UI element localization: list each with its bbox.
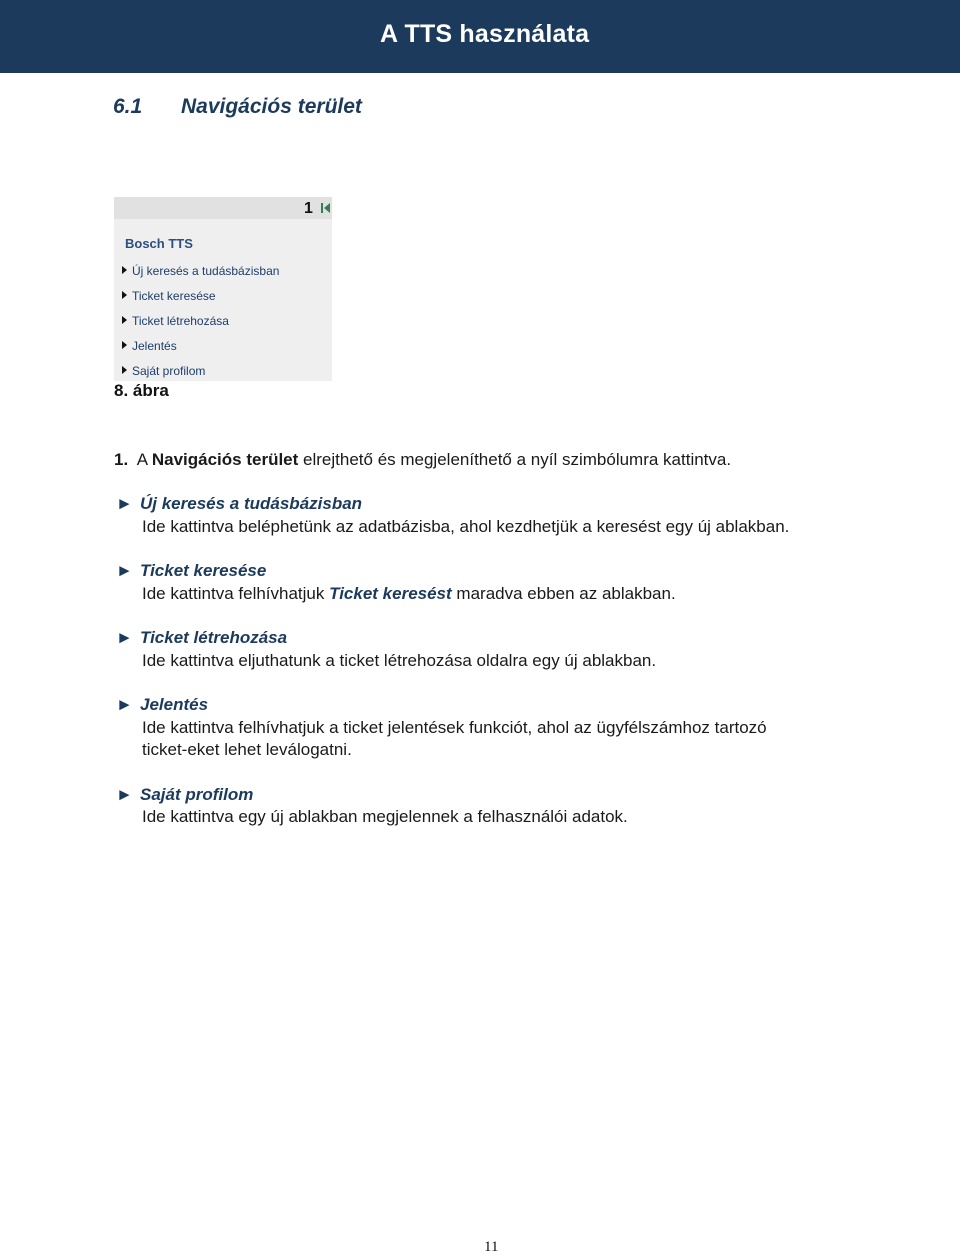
nav-item-label: Új keresés a tudásbázisban — [132, 264, 280, 278]
page-number: 11 — [484, 1239, 499, 1255]
item-desc-ticket-search — [142, 583, 676, 605]
nav-item-label: Jelentés — [132, 339, 177, 353]
nav-item-ticket-search[interactable] — [122, 289, 279, 314]
nav-item-new-search[interactable] — [122, 264, 279, 289]
desc-emphasis: Ticket keresést — [329, 584, 452, 603]
document-title: A TTS használata — [380, 20, 590, 48]
item-title-reports: Jelentés — [140, 695, 209, 714]
figure-marker: 1 — [304, 200, 313, 217]
note-pre: A — [136, 450, 148, 469]
collapse-arrow-icon[interactable] — [321, 203, 330, 213]
nav-item-reports[interactable] — [122, 339, 279, 364]
item-title-ticket-create: Ticket létrehozása — [140, 628, 288, 647]
brand-label: Bosch TTS — [125, 236, 193, 251]
nav-item-label: Saját profilom — [132, 364, 206, 378]
navigation-menu — [122, 264, 279, 389]
bullet-arrow-icon: ► — [116, 695, 133, 714]
note-paragraph — [114, 449, 731, 471]
bullet-arrow-icon: ► — [116, 561, 133, 580]
note-post: elrejthető és megjeleníthető a nyíl szimbólumra kattintva. — [303, 450, 732, 469]
desc-pre: Ide kattintva felhívhatjuk — [142, 584, 325, 603]
item-desc-profile: Ide kattintva egy új ablakban megjelennek a felhasználói adatok. — [142, 807, 628, 826]
navigation-screenshot — [114, 197, 332, 381]
item-desc-reports-line1: Ide kattintva felhívhatjuk a ticket jelentések funkciót, ahol az ügyfélszámhoz tartozó — [142, 718, 767, 737]
nav-item-label: Ticket keresése — [132, 289, 216, 303]
triangle-right-icon — [122, 291, 127, 299]
triangle-right-icon — [122, 341, 127, 349]
item-title-new-search: Új keresés a tudásbázisban — [140, 494, 363, 513]
item-desc-ticket-create: Ide kattintva eljuthatunk a ticket létrehozása oldalra egy új ablakban. — [142, 651, 657, 670]
bullet-arrow-icon: ► — [116, 494, 133, 513]
section-number: 6.1 — [113, 95, 143, 118]
triangle-right-icon — [122, 266, 127, 274]
nav-item-label: Ticket létrehozása — [132, 314, 229, 328]
bullet-arrow-icon: ► — [116, 785, 133, 804]
note-number: 1. — [114, 450, 129, 469]
desc-post: maradva ebben az ablakban. — [456, 584, 676, 603]
item-desc-reports-line2: ticket-eket lehet leválogatni. — [142, 740, 352, 759]
triangle-right-icon — [122, 316, 127, 324]
note-emphasis: Navigációs terület — [151, 450, 299, 469]
section-title: Navigációs terület — [181, 95, 362, 118]
triangle-right-icon — [122, 366, 127, 374]
header-bar — [0, 0, 960, 73]
item-title-profile: Saját profilom — [140, 785, 254, 804]
figure-caption: 8. ábra — [114, 381, 169, 400]
item-title-ticket-search: Ticket keresése — [140, 561, 267, 580]
screenshot-topbar — [114, 197, 332, 219]
section-heading — [113, 95, 362, 119]
bullet-arrow-icon: ► — [116, 628, 133, 647]
nav-item-ticket-create[interactable] — [122, 314, 279, 339]
item-desc-new-search: Ide kattintva beléphetünk az adatbázisba, ahol kezdhetjük a keresést egy új ablakban. — [142, 517, 790, 536]
